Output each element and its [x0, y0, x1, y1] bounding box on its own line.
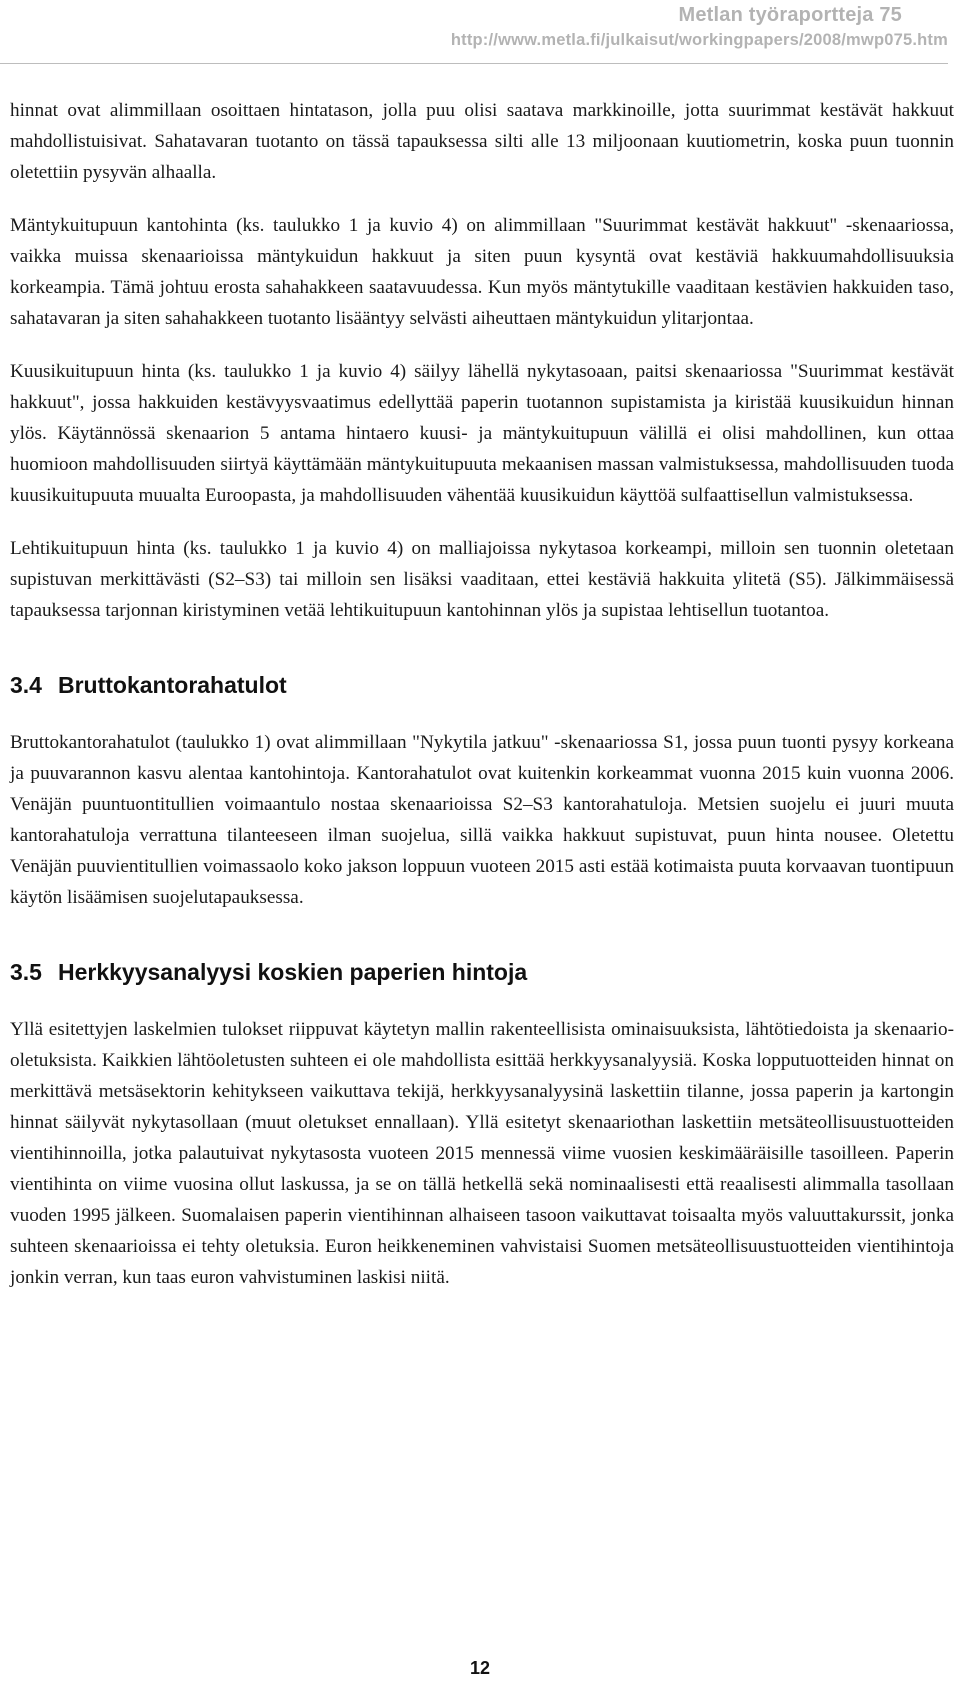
section-heading-3-5: [10, 957, 954, 987]
page-number: 12: [469, 1658, 491, 1678]
section-title: Bruttokantorahatulot: [58, 672, 287, 698]
paragraph-birch-pulpwood: Lehtikuitupuun hinta (ks. taulukko 1 ja kuvio 4) on malliajoissa nykytasoa korkeampi, milloin sen tuonnin oletetaan supistuvan merkittävästi (S2–S3) tai milloin sen lisäksi vaaditaan, ettei kestäviä hakkuita ylitetä (S5). Jälkimmäisessä tapauksessa tarjonnan kiristyminen vetää lehtikuitupuun kantohinnan ylös ja supistaa lehtisellun tuotantoa.: [10, 538, 954, 621]
section-title: Herkkyysanalyysi koskien paperien hintoja: [58, 959, 528, 985]
paragraph-sensitivity-analysis: Yllä esitettyjen laskelmien tulokset riippuvat käytetyn mallin rakenteellisista ominaisuuksista, lähtötiedoista ja skenaario-oletuksista. Kaikkien lähtöoletusten suhteen ei ole mahdollista esittää herkkyysanalyysiä. Koska lopputuotteiden hinnat on merkittävä metsäsektorin kehitykseen vaikuttava tekijä, herkkyysanalyysinä laskettiin tilanne, jossa paperin ja kartongin hinnat säilyvät nykytasollaan (muut oletukset ennallaan). Yllä esitetyt skenaariothan laskettiin metsäteollisuustuotteiden vientihinnoilla, jotka palautuivat nykytasosta vuoteen 2015 mennessä viime vuosien keskimääräisille tasoilleen. Paperin vientihinta on viime vuosina ollut laskussa, ja se on tällä hetkellä sekä nominaalisesti että reaalisesti alimmalla tasollaan vuoden 1995 jälkeen. Suomalaisen paperin vientihinnan alhaiseen tasoon vaikuttavat toisaalta myös valuuttakurssit, jonka suhteen skenaarioissa ei tehty oletuksia. Euron heikkeneminen vahvistaisi Suomen metsäteollisuustuotteiden vientihintoja jonkin verran, kun taas euron vahvistuminen laskisi niitä.: [10, 1019, 954, 1288]
section-number: 3.4: [10, 672, 42, 698]
header-divider: [0, 63, 948, 64]
section-heading-3-4: [10, 670, 954, 700]
series-title: Metlan työraportteja 75: [678, 4, 902, 26]
paragraph-sawnwood-prices: hinnat ovat alimmillaan osoittaen hintatason, jolla puu olisi saatava markkinoille, jotta suurimmat kestävät hakkuut mahdollistuisivat. Sahatavaran tuotanto on tässä tapauksessa silti alle 13 miljoonaan kuutiometrin, koska puun tuonnin oletettiin pysyvän alhaalla.: [10, 100, 954, 183]
section-number: 3.5: [10, 959, 42, 985]
running-header: [451, 2, 948, 52]
document-body: [10, 95, 954, 1315]
paragraph-spruce-pulpwood: Kuusikuitupuun hinta (ks. taulukko 1 ja kuvio 4) säilyy lähellä nykytasoaan, paitsi skenaariossa "Suurimmat kestävät hakkuut", jossa hakkuiden kestävyysvaatimus edellyttää paperin tuotannon supistamista ja kiristää kuusikuidun hinnan ylös. Käytännössä skenaarion 5 antama hintaero kuusi- ja mäntykuitupuun välillä ei olisi mahdollinen, kun ottaa huomioon mahdollisuuden siirtyä käyttämään mäntykuitupuuta mekaanisen massan valmistuksessa, mahdollisuuden tuoda kuusikuitupuuta muualta Euroopasta, ja mahdollisuuden vähentää kuusikuidun käyttöä sulfaattisellun valmistuksessa.: [10, 361, 954, 506]
paragraph-stumpage-income: Bruttokantorahatulot (taulukko 1) ovat alimmillaan "Nykytila jatkuu" -skenaariossa S1, jossa puun tuonti pysyy korkeana ja puuvarannon kasvu alentaa kantohintoja. Kantorahatulot ovat kuitenkin korkeammat vuonna 2015 kuin vuonna 2006. Venäjän puuntuontitullien voimaantulo nostaa skenaarioissa S2–S3 kantorahatuloja. Metsien suojelu ei juuri muuta kantorahatuloja verrattuna tilanteeseen ilman suojelua, sillä vaikka hakkuut supistuvat, puun hinta nousee. Oletettu Venäjän puuvientitullien voimassaolo koko jakson loppuun vuoteen 2015 asti estää kotimaista puuta korvaavan tuontipuun käytön lisäämisen suojelutapauksessa.: [10, 732, 954, 908]
paragraph-pine-pulpwood: Mäntykuitupuun kantohinta (ks. taulukko 1 ja kuvio 4) on alimmillaan "Suurimmat kestävät hakkuut" -skenaariossa, vaikka muissa skenaarioissa mäntykuidun hakkuut ja siten puun kysyntä ovat kestäviä hakkuumahdollisuuksia korkeampia. Tämä johtuu erosta sahahakkeen saatavuudessa. Kun myös mäntytukille vaaditaan kestävien hakkuiden taso, sahatavaran ja siten sahahakkeen tuotanto lisääntyy selvästi aiheuttaen mäntykuidun ylitarjontaa.: [10, 215, 954, 329]
publication-url: http://www.metla.fi/julkaisut/workingpapers/2008/mwp075.htm: [450, 31, 948, 49]
